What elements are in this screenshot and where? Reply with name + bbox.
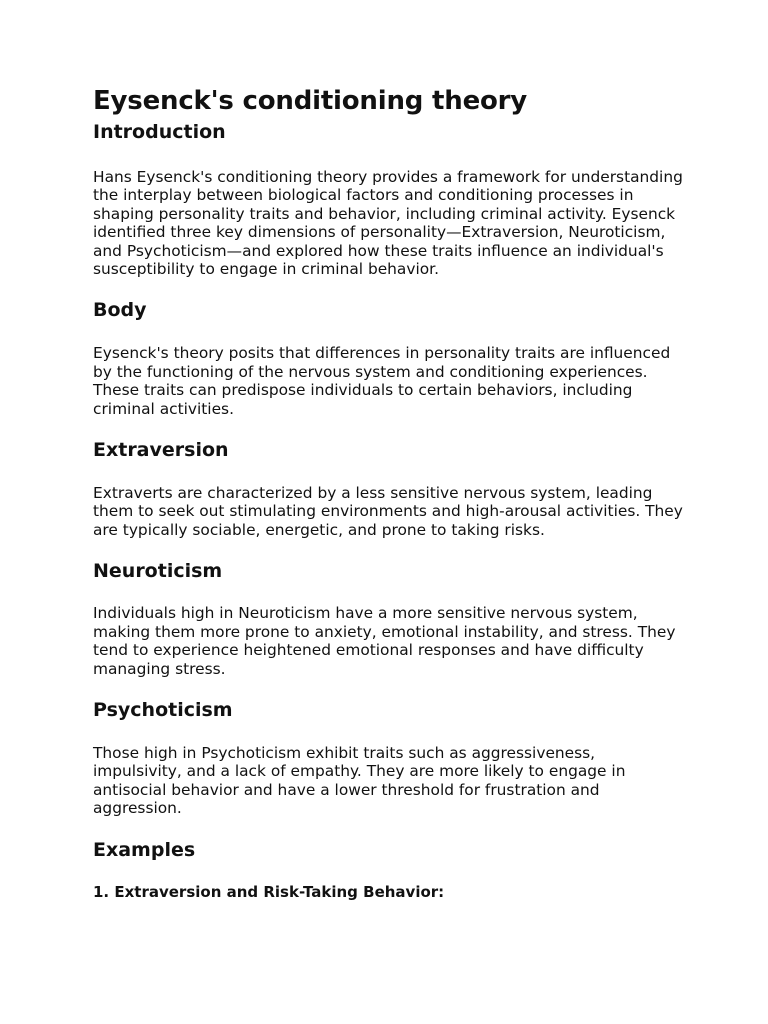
neuroticism-paragraph: Individuals high in Neuroticism have a more sensitive nervous system, making them more prone to anxiety, emotional instability, and stress. They tend to experience heightened emotional responses and have difficulty managing stress. [93, 604, 676, 678]
document-page [93, 84, 683, 902]
examples-heading: Examples [93, 838, 196, 861]
document-title: Eysenck's conditioning theory [93, 86, 528, 116]
neuroticism-heading: Neuroticism [93, 560, 223, 583]
example-item-heading: 1. Extraversion and Risk-Taking Behavior: [93, 882, 445, 901]
psychoticism-heading: Psychoticism [93, 698, 233, 721]
extraversion-paragraph: Extraverts are characterized by a less sensitive nervous system, leading them to seek out stimulating environments and high-arousal activities. They are typically sociable, energetic, and prone to taking risks. [93, 484, 683, 539]
introduction-heading: Introduction [93, 121, 226, 143]
introduction-paragraph: Hans Eysenck's conditioning theory provides a framework for understanding the interplay between biological factors and conditioning processes in shaping personality traits and behavior, including criminal activity. Eysenck identified three key dimensions of personality—Extraversion, Neuroticism, and Psychoticism—and explored how these traits influence an individual's susceptibility to engage in criminal behavior. [93, 168, 683, 279]
body-heading: Body [93, 299, 147, 322]
extraversion-heading: Extraversion [93, 439, 229, 462]
psychoticism-paragraph: Those high in Psychoticism exhibit traits such as aggressiveness, impulsivity, and a lack of empathy. They are more likely to engage in antisocial behavior and have a lower threshold for frustration and aggression. [93, 743, 626, 818]
body-paragraph: Eysenck's theory posits that differences in personality traits are influenced by the functioning of the nervous system and conditioning experiences. These traits can predispose individuals to certain behaviors, including criminal activities. [93, 344, 671, 418]
